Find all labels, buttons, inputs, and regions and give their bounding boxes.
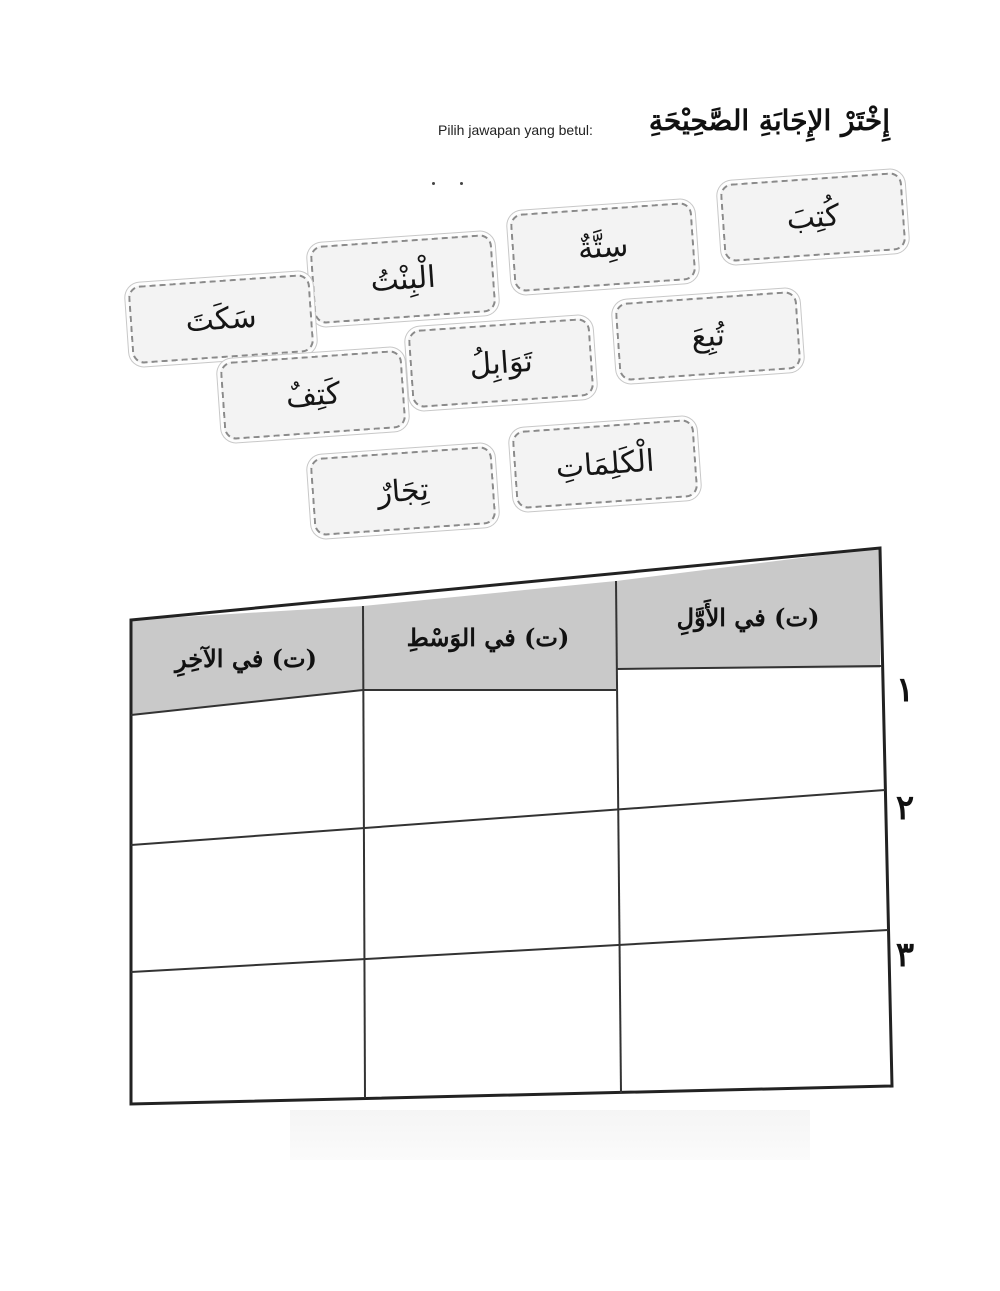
word-card[interactable]: تِجَارٌ	[310, 446, 497, 537]
word-card[interactable]: كَتِفٌ	[220, 350, 407, 441]
word-card[interactable]: تُبِعَ	[615, 291, 802, 382]
row-line-1	[131, 790, 885, 845]
header-last: (ت) في الآخِرِ	[175, 644, 317, 673]
header-first: (ت) في الأَوَّلِ	[676, 603, 820, 632]
word-card[interactable]: الْكَلِمَاتِ	[512, 419, 699, 510]
row-number-3: ٣	[895, 935, 915, 975]
word-card[interactable]: تَوَابِلُ	[408, 318, 595, 409]
word-card[interactable]: سِتَّةٌ	[510, 202, 697, 293]
word-card[interactable]: الْبِنْتُ	[310, 234, 497, 325]
page-title: إِخْتَرْ الإِجَابَةِ الصَّحِيْحَةِ	[648, 104, 890, 137]
row-line-2	[131, 930, 888, 972]
instruction-text: Pilih jawapan yang betul:	[438, 122, 593, 138]
word-card[interactable]: سَكَتَ	[128, 274, 315, 365]
row-number-1: ١	[895, 670, 915, 710]
header-middle: (ت) في الوَسْطِ	[406, 623, 570, 652]
word-card[interactable]: كُتِبَ	[720, 172, 907, 263]
row-number-2: ٢	[895, 788, 915, 828]
